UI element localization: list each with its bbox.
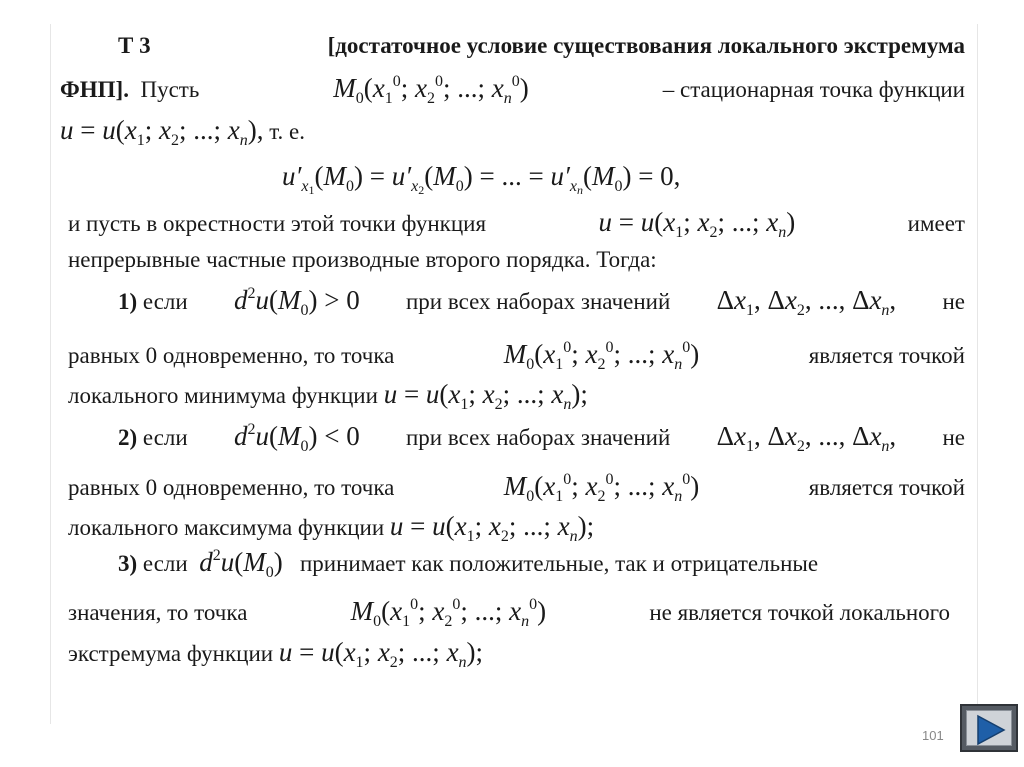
case-1-condition: $d^2u(M_0) > 0$ <box>233 285 360 319</box>
has-text: имеет <box>907 211 965 236</box>
case-2-line-2: равных 0 одновременно, то точка $M_0(x_1^0$; $x_2^0$; ...; $x_n^0$) является точкой <box>68 471 965 505</box>
case-2-line-1: 2) если $d^2u(M_0) < 0$ при всех наборах значений $\Delta x_1$, $\Delta x_2$, ..., $\Delta x_n$, не <box>118 421 965 455</box>
function-formula-2: $u = u(x_1$; $x_2$; ...; $x_n$) <box>598 207 796 241</box>
function-formula: $u = u(x_1$; $x_2$; ...; $x_n$), <box>60 115 264 149</box>
continuous-text: непрерывные частные производные второго порядка. Тогда: <box>68 247 657 272</box>
case-3-line-1: 3) если $d^2u(M_0)$ принимает как положительные, так и отрицательные <box>118 547 819 581</box>
theorem-line-5 <box>68 206 965 240</box>
case-3-line-3: экстремума функции $u = u(x_1$; $x_2$; ...; $x_n$); <box>68 637 484 671</box>
page-number: 101 <box>922 728 944 743</box>
theorem-line-2 <box>60 72 965 106</box>
partial-derivatives-equation: $u'_{x_1}(M_0) = u'_{x_2}(M_0)$ = ... = $u'_{x_n}(M_0) = 0$, <box>282 161 681 197</box>
case-1-line-2: равных 0 одновременно, то точка $M_0(x_1^0$; $x_2^0$; ...; $x_n^0$) является точкой <box>68 339 965 373</box>
stationary-point-formula: $M_0(x_1^0$; $x_2^0$; ...; $x_n^0$) <box>333 73 529 107</box>
neighborhood-text: и пусть в окрестности этой точки функция <box>68 211 487 236</box>
case-1-line-1: 1) если $d^2u(M_0) > 0$ при всех наборах значений $\Delta x_1$, $\Delta x_2$, ..., $\Delta x_n$, не <box>118 285 965 319</box>
case-2-line-3: локального максимума функции $u = u(x_1$; $x_2$; ...; $x_n$); <box>68 511 595 545</box>
theorem-title-end: ФНП]. <box>60 77 129 102</box>
theorem-label: Т 3 <box>118 33 151 58</box>
increments-formula: $\Delta x_1$, $\Delta x_2$, ..., $\Delta x_n$, <box>716 285 897 319</box>
theorem-line-3 <box>60 114 305 148</box>
ie-text: т. е. <box>269 119 305 144</box>
theorem-heading <box>118 30 965 62</box>
play-triangle-icon <box>976 714 1006 746</box>
case-2-condition: $d^2u(M_0) < 0$ <box>233 421 360 455</box>
case-1-line-3: локального минимума функции $u = u(x_1$; $x_2$; ...; $x_n$); <box>68 379 588 413</box>
case-3-condition: $d^2u(M_0)$ <box>199 547 283 581</box>
theorem-title: [достаточное условие существования локального экстремума <box>327 33 965 58</box>
let-text: Пусть <box>140 77 200 102</box>
case-3-line-2: значения, то точка $M_0(x_1^0$; $x_2^0$; ...; $x_n^0$) не является точкой локального <box>68 596 950 630</box>
point-formula: $M_0(x_1^0$; $x_2^0$; ...; $x_n^0$) <box>503 339 700 373</box>
next-slide-button[interactable] <box>960 704 1018 752</box>
stationary-text: – стационарная точка функции <box>662 77 965 102</box>
